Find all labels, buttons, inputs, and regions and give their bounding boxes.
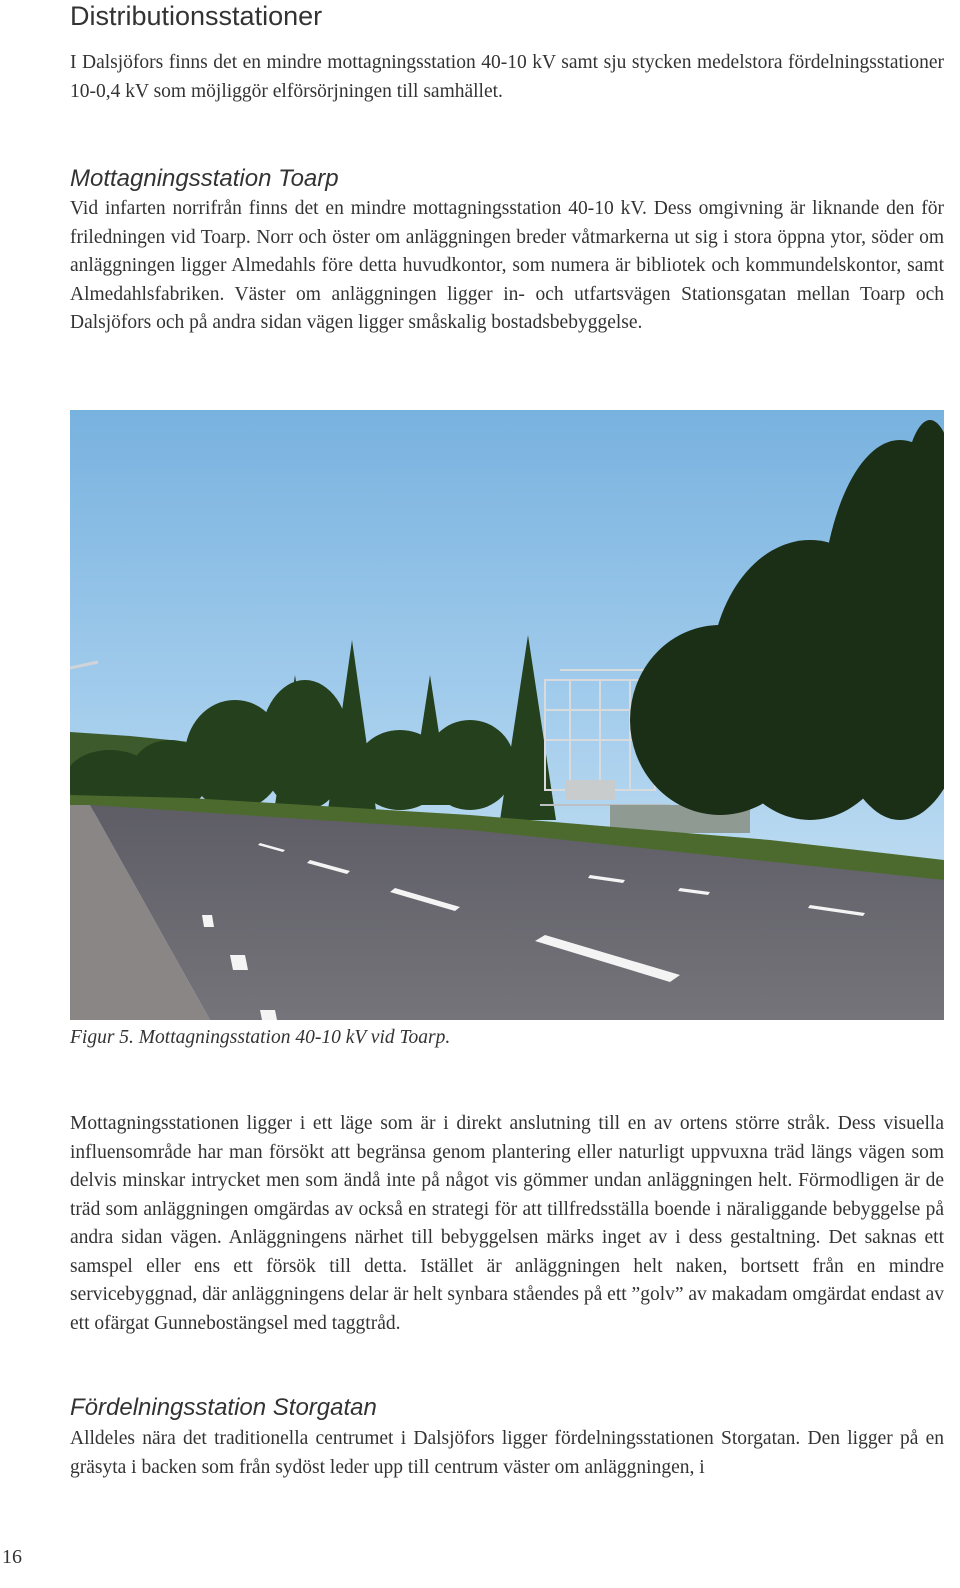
figure-photo — [70, 410, 944, 1020]
transformer — [565, 780, 615, 800]
intro-paragraph: I Dalsjöfors finns det en mindre mottagningsstation 40-10 kV samt sju stycken medelstora fördelningsstationer 10-0,4 kV som möjliggör elförsörjningen till samhället. — [70, 52, 944, 102]
section-title: Distributionsstationer — [70, 1, 323, 31]
page-number: 16 — [2, 1546, 22, 1568]
subsection-title-toarp: Mottagningsstation Toarp — [70, 165, 339, 192]
toarp-paragraph: Vid infarten norrifrån finns det en mindre mottagningsstation 40-10 kV. Dess omgivning är liknande den för friledningen vid Toarp. Norr och öster om anläggningen breder våtmarkerna ut sig i stora öppna ytor, söder om anläggningen ligger Almedahls före detta huvudkontor, som numera är bibliotek och kommundelskontor, samt Almedahlsfabriken. Väster om anläggningen ligger in- och utfartsvägen Stationsgatan mellan Toarp och Dalsjöfors och på andra sidan vägen ligger småskalig bostadsbebyggelse. — [70, 198, 944, 333]
substation-road-photo — [70, 410, 944, 1020]
figure-caption: Figur 5. Mottagningsstation 40-10 kV vid Toarp. — [70, 1027, 451, 1048]
analysis-paragraph: Mottagningsstationen ligger i ett läge som är i direkt anslutning till en av ortens större stråk. Dess visuella influensområde har man försökt att begränsa genom plantering eller naturligt uppvuxna träd längs vägen som delvis minskar intrycket men som ändå inte på något vis gömmer undan anläggningen helt. Förmodligen är de träd som anläggningen omgärdas av också en strategi för att tillfredsställa boende i näraliggande bebyggelse på andra sidan vägen. Anläggningens närhet till bebyggelsen märks inget av i dess gestaltning. Det saknas ett samspel eller ens ett försök till detta. Istället är anläggningen helt naken, bortsett från en mindre servicebyggnad, där anläggningens delar är helt synbara ståendes på ett ”golv” av makadam omgärdat endast av ett ofärgat Gunnebostängsel med taggtråd. — [70, 1113, 944, 1334]
subsection-title-storgatan: Fördelningsstation Storgatan — [70, 1394, 377, 1421]
storgatan-paragraph: Alldeles nära det traditionella centrumet i Dalsjöfors ligger fördelningsstationen Storgatan. Den ligger på en gräsyta i backen som från sydöst leder upp till centrum väster om anläggningen, i — [70, 1428, 944, 1478]
